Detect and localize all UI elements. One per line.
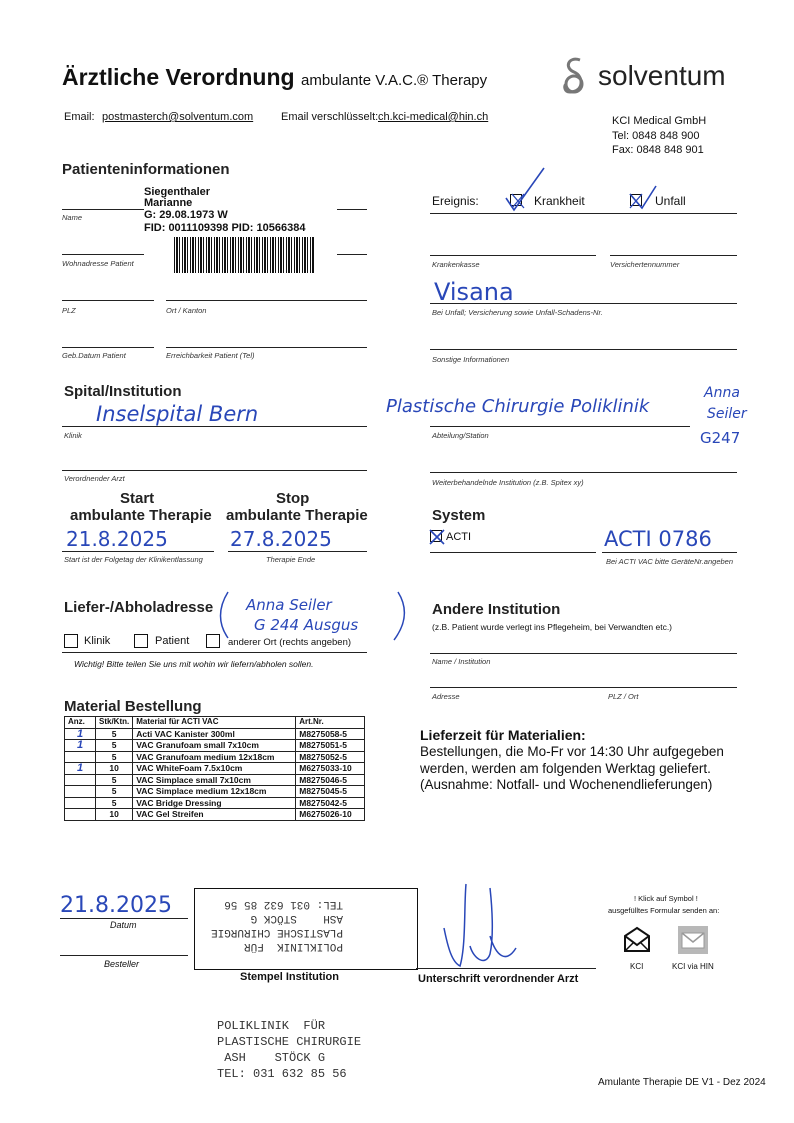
- material-table: [64, 716, 365, 821]
- acti-check-mark-icon: [426, 526, 448, 548]
- mirrored-stamp: POLIKLINIK FÜR PLASTISCHE CHIRURGIE ASH STÖCK G TEL: 031 632 85 56: [211, 898, 344, 952]
- col-artnr: Art.Nr.: [296, 717, 365, 729]
- qty-cell[interactable]: 1: [65, 763, 96, 775]
- delivery-time-line2: werden, werden am folgenden Werktag geliefert.: [420, 761, 711, 776]
- table-row: [65, 809, 365, 821]
- material-cell: VAC Granufoam medium 12x18cm: [133, 751, 296, 763]
- artnr-cell: M8275058-5: [296, 728, 365, 740]
- anderer-note: (rechts angeben): [279, 637, 352, 648]
- patient-checkbox[interactable]: [134, 634, 148, 648]
- kasse-label: Krankenkasse: [432, 260, 480, 269]
- krankheit-check-mark-icon: [500, 166, 548, 216]
- delivery-time-line3: (Ausnahme: Notfall- und Wochenendlieferungen): [420, 777, 713, 792]
- delivery-time-title: Lieferzeit für Materialien:: [420, 727, 586, 743]
- table-row: [65, 763, 365, 775]
- table-row: [65, 797, 365, 809]
- delivery-time-line1: Bestellungen, die Mo-Fr vor 14:30 Uhr aufgegeben: [420, 744, 724, 759]
- unfall-check-mark-icon: [624, 184, 658, 214]
- form-title: Ärztliche Verordnung ambulante V.A.C.® Therapy: [62, 64, 488, 90]
- material-cell: VAC Granufoam small 7x10cm: [133, 740, 296, 752]
- click-hint-1: ! Klick auf Symbol !: [634, 894, 698, 903]
- kci-hin-label: KCI via HIN: [672, 962, 714, 971]
- email-label: Email:: [64, 111, 95, 123]
- patient-label-line3: G: 29.08.1973 W: [144, 209, 228, 221]
- start-title-2: ambulante Therapie: [70, 507, 212, 524]
- qty-cell[interactable]: 1: [65, 728, 96, 740]
- qty-cell[interactable]: [65, 751, 96, 763]
- versnr-label: Versichertennummer: [610, 260, 680, 269]
- patient-option-label: Patient: [155, 635, 190, 647]
- qty-cell[interactable]: [65, 774, 96, 786]
- address-label: Wohnadresse Patient: [62, 259, 134, 268]
- system-title: System: [432, 507, 486, 524]
- pack-cell: 5: [96, 797, 133, 809]
- arzt-label: Verordnender Arzt: [64, 474, 125, 483]
- col-anz: Anz.: [65, 717, 96, 729]
- col-material: Material für ACTI VAC: [133, 717, 296, 729]
- pack-cell: 5: [96, 786, 133, 798]
- patient-label-line2: Marianne: [144, 197, 193, 209]
- material-table-header: [65, 717, 365, 729]
- artnr-cell: M8275052-5: [296, 751, 365, 763]
- order-date-value[interactable]: 21.8.2025: [60, 893, 172, 918]
- stamp-box: [194, 888, 418, 970]
- patient-barcode: [174, 237, 314, 273]
- system-label: Bei ACTI VAC bitte GeräteNr.angeben: [606, 557, 734, 566]
- kci-mail-icon[interactable]: [622, 924, 652, 954]
- pack-cell: 5: [96, 774, 133, 786]
- name-label: Name: [62, 213, 83, 222]
- dob-label: Geb.Datum Patient: [62, 351, 126, 360]
- datum-label: Datum: [110, 920, 137, 930]
- other-section-title: Andere Institution: [432, 601, 561, 618]
- table-row: [65, 740, 365, 752]
- material-cell: VAC Gel Streifen: [133, 809, 296, 821]
- material-cell: VAC Bridge Dressing: [133, 797, 296, 809]
- besteller-label: Besteller: [104, 959, 140, 969]
- stop-title-1: Stop: [276, 490, 310, 507]
- delivery-note: Wichtig! Bitte teilen Sie uns mit wohin wir liefern/abholen sollen.: [74, 659, 314, 669]
- klinik-value[interactable]: Inselspital Bern: [96, 402, 259, 426]
- sonstige-label: Sonstige Informationen: [432, 355, 510, 364]
- email-enc-label: Email verschlüsselt:: [281, 111, 379, 123]
- qty-cell[interactable]: 1: [65, 740, 96, 752]
- klinik-label: Klinik: [64, 431, 82, 440]
- pack-cell: 5: [96, 728, 133, 740]
- qty-cell[interactable]: [65, 809, 96, 821]
- anderer-option-label: anderer Ort (rechts angeben): [228, 637, 352, 648]
- klinik-option-label: Klinik: [84, 635, 111, 647]
- qty-cell[interactable]: [65, 797, 96, 809]
- krankheit-option-label: Krankheit: [534, 194, 585, 208]
- kci-hin-mail-icon[interactable]: [678, 926, 708, 954]
- table-row: [65, 751, 365, 763]
- artnr-cell: M8275051-5: [296, 740, 365, 752]
- anderer-checkbox[interactable]: [206, 634, 220, 648]
- delivery-handwritten-2[interactable]: G 244 Ausgus: [254, 616, 359, 634]
- system-device-value[interactable]: ACTI 0786: [604, 527, 712, 551]
- artnr-cell: M6275026-10: [296, 809, 365, 821]
- table-row: [65, 774, 365, 786]
- artnr-cell: M8275046-5: [296, 774, 365, 786]
- kasse-value[interactable]: Visana: [434, 278, 514, 306]
- institution-stamp: POLIKLINIK FÜR PLASTISCHE CHIRURGIE ASH STÖCK G TEL: 031 632 85 56: [217, 1019, 362, 1081]
- artnr-cell: M8275042-5: [296, 797, 365, 809]
- klinik-checkbox[interactable]: [64, 634, 78, 648]
- material-cell: VAC Simplace medium 12x18cm: [133, 786, 296, 798]
- start-label: Start ist der Folgetag der Klinikentlassung: [64, 555, 203, 564]
- artnr-cell: M6275033-10: [296, 763, 365, 775]
- start-date-value[interactable]: 21.8.2025: [66, 527, 168, 551]
- table-row: [65, 728, 365, 740]
- click-hint-2: ausgefülltes Formular senden an:: [608, 906, 720, 915]
- other-name-label: Name / Institution: [432, 657, 491, 666]
- email-enc-link[interactable]: ch.kci-medical@hin.ch: [378, 111, 489, 123]
- material-cell: Acti VAC Kanister 300ml: [133, 728, 296, 740]
- abteilung-extra-2: Seiler: [707, 406, 747, 422]
- kci-label: KCI: [630, 962, 644, 971]
- delivery-handwritten-1[interactable]: Anna Seiler: [246, 596, 332, 614]
- brand-name: solventum: [598, 60, 726, 91]
- ort-label: Ort / Kanton: [166, 306, 207, 315]
- delivery-section-title: Liefer-/Abholadresse: [64, 599, 214, 616]
- pack-cell: 10: [96, 763, 133, 775]
- abteilung-extra-1: Anna: [704, 385, 740, 401]
- other-plz-label: PLZ / Ort: [608, 692, 639, 701]
- doctor-signature-label: Unterschrift verordnender Arzt: [418, 973, 579, 985]
- abteilung-extra-3: G247: [700, 429, 741, 447]
- doctor-signature: [430, 876, 520, 968]
- spital-section-title: Spital/Institution: [64, 383, 182, 400]
- material-cell: VAC Simplace small 7x10cm: [133, 774, 296, 786]
- solventum-logo-icon: [560, 54, 590, 98]
- other-description: (z.B. Patient wurde verlegt ins Pflegeheim, bei Verwandten etc.): [432, 622, 673, 632]
- stamp-label: Stempel Institution: [240, 971, 339, 983]
- qty-cell[interactable]: [65, 786, 96, 798]
- reach-label: Erreichbarkeit Patient (Tel): [166, 351, 255, 360]
- stop-label: Therapie Ende: [266, 555, 316, 564]
- unfall-option-label: Unfall: [655, 194, 686, 208]
- event-label: Ereignis:: [432, 194, 479, 208]
- abteilung-value[interactable]: Plastische Chirurgie Poliklinik: [386, 396, 650, 417]
- pack-cell: 5: [96, 740, 133, 752]
- patient-label-line1: Siegenthaler: [144, 186, 211, 198]
- email-link[interactable]: postmasterch@solventum.com: [102, 111, 254, 123]
- material-section-title: Material Bestellung: [64, 698, 202, 715]
- stop-date-value[interactable]: 27.8.2025: [230, 527, 332, 551]
- col-stk: Stk/Ktn.: [96, 717, 133, 729]
- material-cell: VAC WhiteFoam 7.5x10cm: [133, 763, 296, 775]
- start-title-1: Start: [120, 490, 155, 507]
- table-row: [65, 786, 365, 798]
- stop-title-2: ambulante Therapie: [226, 507, 368, 524]
- abteilung-label: Abteilung/Station: [432, 431, 489, 440]
- unfall-insurance-label: Bei Unfall; Versicherung sowie Unfall-Schadens-Nr.: [432, 308, 603, 317]
- form-subtitle: ambulante V.A.C.® Therapy: [300, 72, 488, 89]
- company-fax: Fax: 0848 848 901: [612, 144, 704, 156]
- patient-section-title: Patienteninformationen: [62, 161, 230, 178]
- acti-option-label: ACTI: [446, 531, 472, 543]
- pack-cell: 10: [96, 809, 133, 821]
- weiter-label: Weiterbehandelnde Institution (z.B. Spitex xy): [432, 478, 584, 487]
- artnr-cell: M8275045-5: [296, 786, 365, 798]
- footer-version: Amulante Therapie DE V1 - Dez 2024: [598, 1077, 766, 1088]
- plz-label: PLZ: [62, 306, 76, 315]
- pack-cell: 5: [96, 751, 133, 763]
- company-name: KCI Medical GmbH: [612, 115, 707, 127]
- company-tel: Tel: 0848 848 900: [612, 130, 700, 142]
- patient-label-line4: FID: 0011109398 PID: 10566384: [144, 222, 306, 234]
- other-address-label: Adresse: [432, 692, 460, 701]
